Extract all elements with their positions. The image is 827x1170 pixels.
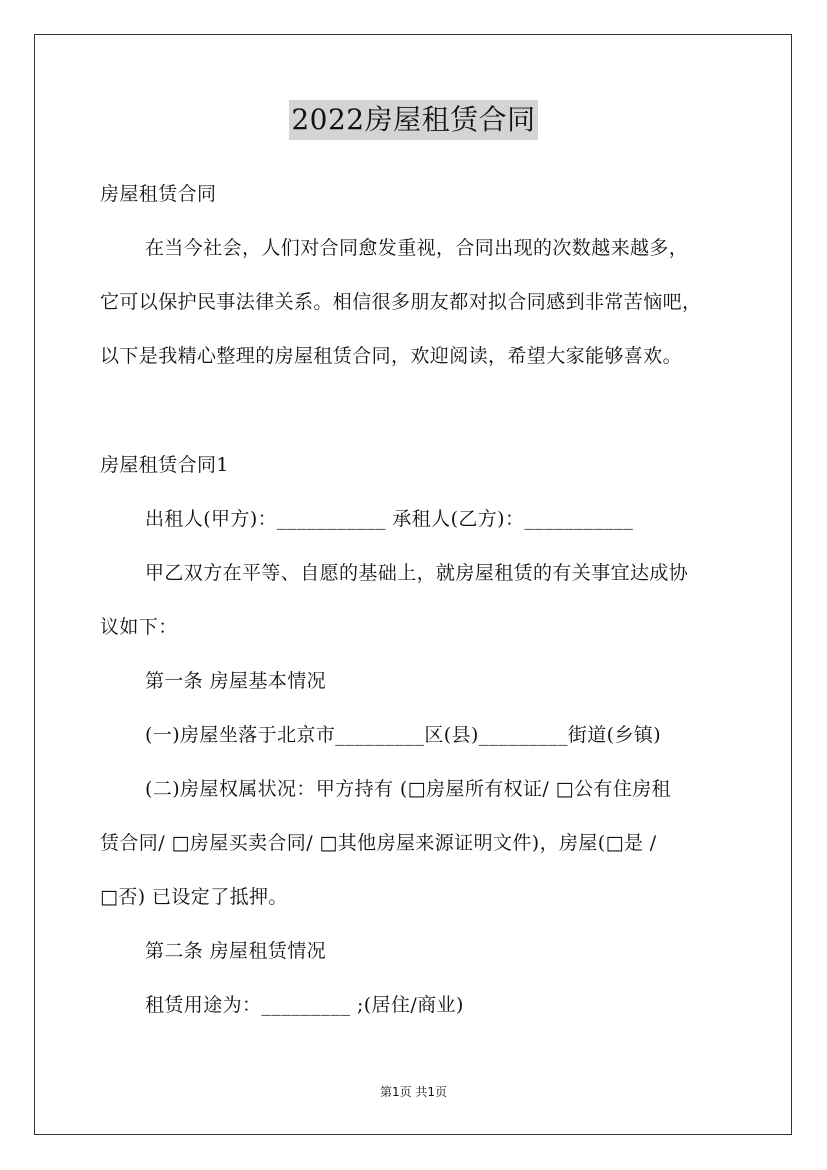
- article2-title: 第二条 房屋租赁情况: [145, 940, 327, 962]
- agreement-line-2: 议如下：: [100, 616, 178, 638]
- intro-line-3: 以下是我精心整理的房屋租赁合同，欢迎阅读，希望大家能够喜欢。: [100, 345, 683, 367]
- document-title: 2022房屋租赁合同: [289, 100, 537, 140]
- intro-line-2: 它可以保护民事法律关系。相信很多朋友都对拟合同感到非常苦恼吧，: [100, 291, 702, 313]
- article2-use: 租赁用途为：_________ ;(居住/商业): [145, 994, 464, 1016]
- article1-item2-line-2: 赁合同/ □房屋买卖合同/ □其他房屋来源证明文件)，房屋(□是 /: [100, 832, 657, 854]
- section-heading: 房屋租赁合同: [100, 183, 217, 205]
- article1-title: 第一条 房屋基本情况: [145, 670, 327, 692]
- intro-line-1: 在当今社会，人们对合同愈发重视，合同出现的次数越来越多，: [145, 237, 689, 259]
- contract-heading: 房屋租赁合同1: [100, 454, 229, 476]
- page-footer: 第1页 共1页: [379, 1085, 448, 1099]
- agreement-line-1: 甲乙双方在平等、自愿的基础上，就房屋租赁的有关事宜达成协: [145, 562, 689, 584]
- article1-item2-line-1: (二)房屋权属状况：甲方持有 (□房屋所有权证/ □公有住房租: [145, 778, 672, 800]
- title-container: [0, 100, 827, 140]
- article1-item1: (一)房屋坐落于北京市_________区(县)_________街道(乡镇): [145, 724, 662, 746]
- article1-item2-line-3: □否) 已设定了抵押。: [100, 886, 288, 908]
- parties-line: 出租人(甲方)：___________ 承租人(乙方)：___________: [145, 508, 634, 530]
